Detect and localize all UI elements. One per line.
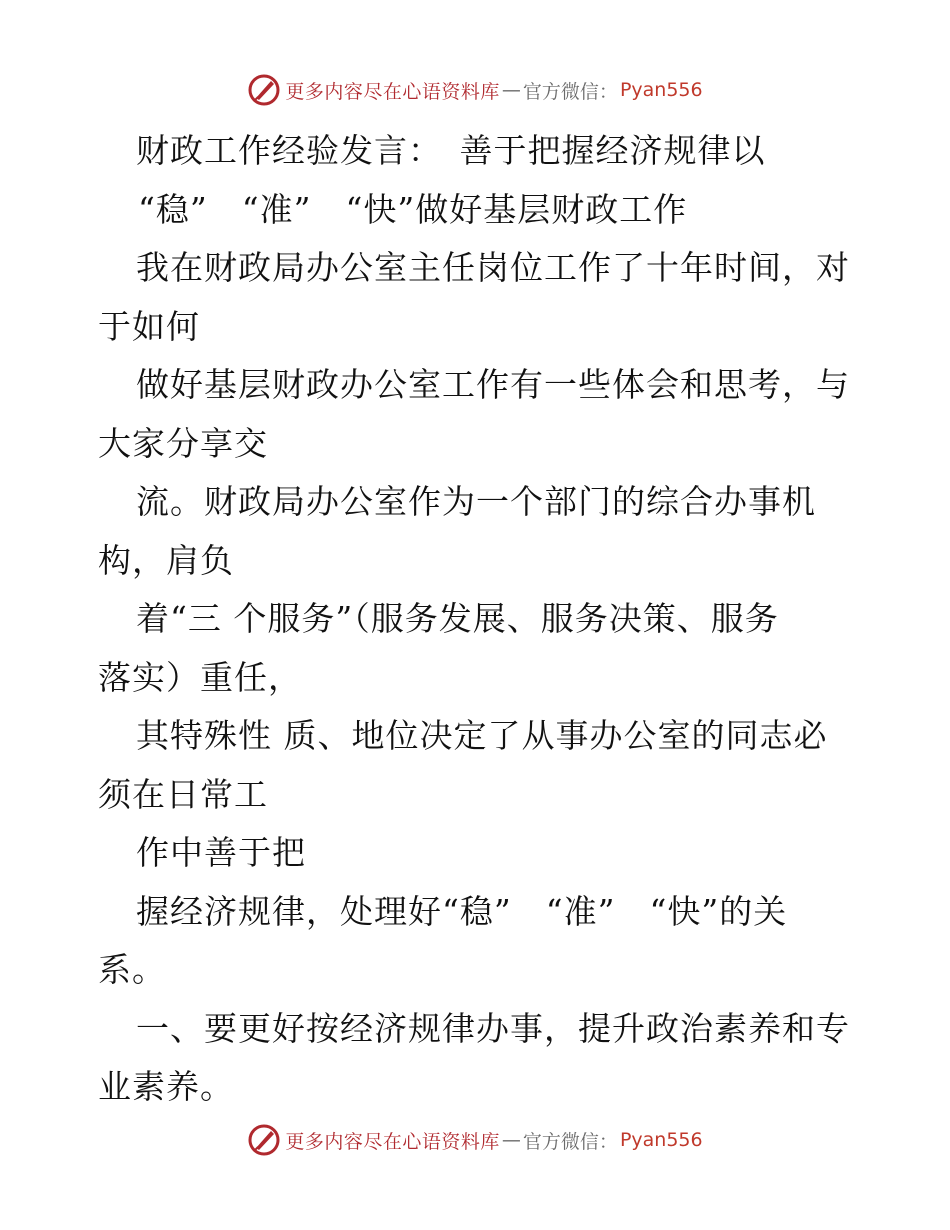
document-title-line-2: “稳” “准” “快”做好基层财政工作 (138, 189, 688, 229)
paragraph-line: 落实）重任， (98, 657, 302, 697)
quill-pen-logo-icon (247, 73, 281, 107)
paragraph-line: 须在日常工 (98, 774, 268, 814)
paragraph-line: 着“三 个服务”（服务发展、服务决策、服务 (136, 599, 779, 638)
paragraph-line: 握经济规律，处理好“稳” “准” “快”的关 (136, 891, 788, 931)
paragraph-line: 构，肩负 (98, 540, 234, 580)
section-heading-line: 一、要更好按经济规律办事，提升政治素养和专 (136, 1008, 850, 1048)
paragraph-line: 大家分享交 (98, 423, 268, 463)
watermark-wechat-id: Pyan556 (619, 1129, 703, 1151)
paragraph-line: 系。 (98, 950, 166, 989)
document-body (98, 122, 858, 1117)
paragraph-line: 于如何 (98, 306, 200, 346)
watermark-site-text: 更多内容尽在心语资料库 (285, 1130, 500, 1153)
document-title-line-1: 财政工作经验发言： 善于把握经济规律以 (136, 131, 766, 170)
watermark-site-text: 更多内容尽在心语资料库 (285, 80, 500, 103)
watermark-wechat-id: Pyan556 (619, 79, 703, 101)
footer-watermark (0, 1120, 950, 1160)
paragraph-line: 做好基层财政办公室工作有一些体会和思考，与 (136, 365, 850, 404)
watermark-dash: — (501, 79, 521, 101)
paragraph-line: 作中善于把 (136, 833, 306, 872)
watermark-dash: — (501, 1129, 521, 1151)
quill-pen-logo-icon (247, 1123, 281, 1157)
watermark-wechat-label: 官方微信： (522, 80, 618, 103)
paragraph-line: 其特殊性 质、地位决定了从事办公室的同志必 (136, 716, 828, 755)
section-heading-line: 业素养。 (98, 1067, 234, 1106)
paragraph-line: 我在财政局办公室主任岗位工作了十年时间，对 (136, 248, 850, 287)
header-watermark (0, 70, 950, 110)
watermark-wechat-label: 官方微信： (522, 1130, 618, 1153)
paragraph-line: 流。财政局办公室作为一个部门的综合办事机 (136, 482, 816, 521)
